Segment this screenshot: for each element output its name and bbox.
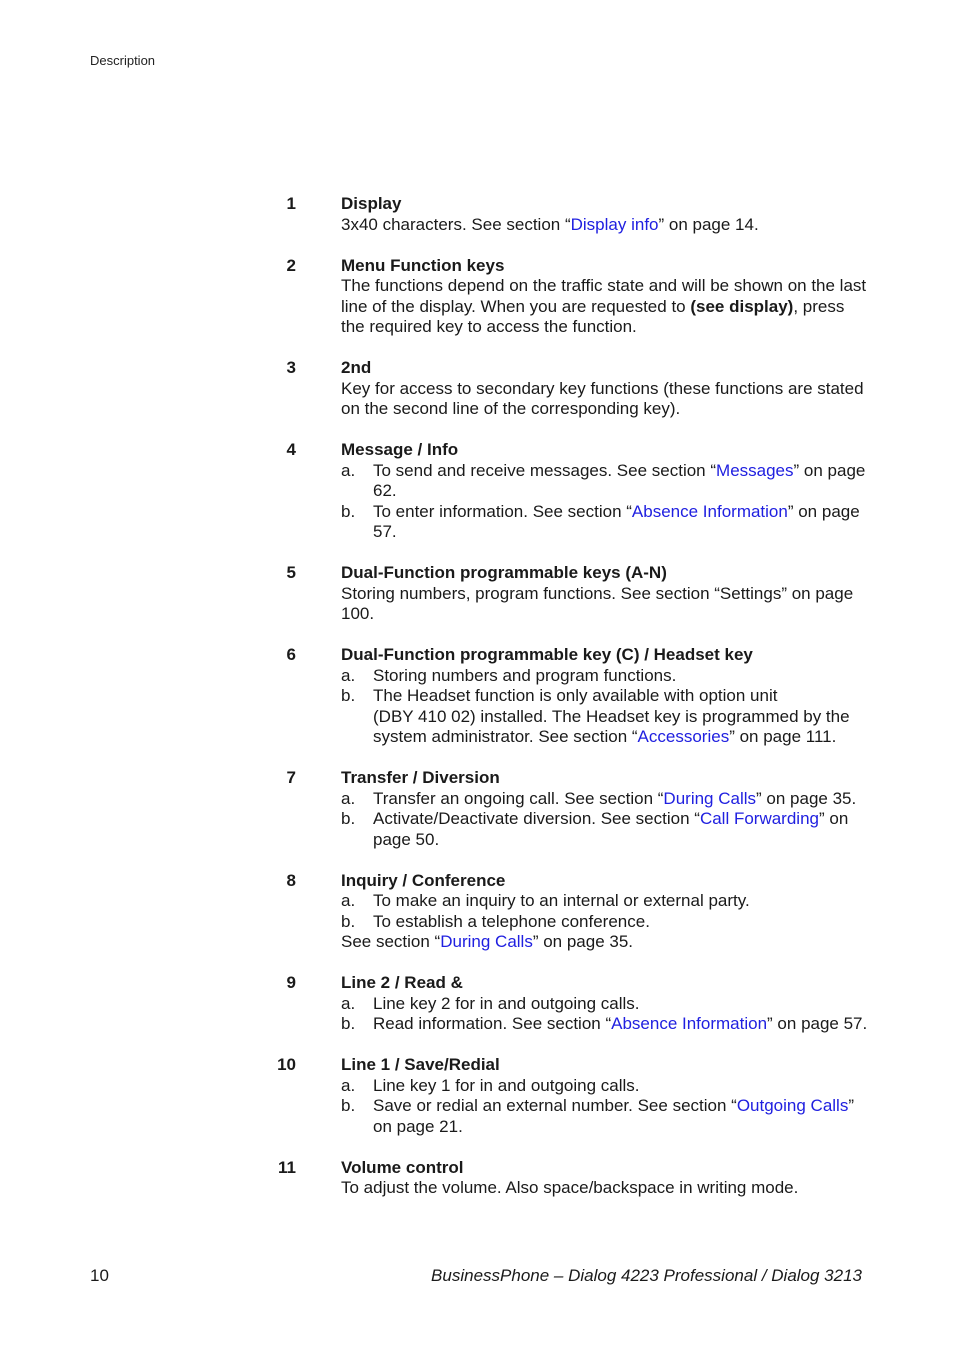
list-item [270,563,870,625]
item-text: To adjust the volume. Also space/backspace in writing mode. [341,1178,799,1197]
list-item [270,256,870,338]
list-item [270,645,870,748]
item-number: 8 [286,870,296,890]
list-item [270,768,870,850]
item-title: Display [341,194,402,213]
item-title: Inquiry / Conference [341,870,506,890]
item-text: The functions depend on the traffic state and will be shown on the last line of the display. When you are requested to (see display), press the required key to access the function. [341,276,867,336]
list-item [270,1055,870,1137]
sub-item-b: b. To establish a telephone conference. [341,911,650,931]
absence-information-link[interactable]: Absence Information [611,1014,768,1033]
footer-document-title: BusinessPhone – Dialog 4223 Professional / Dialog 3213 [431,1266,862,1285]
item-title: Line 1 / Save/Redial [341,1055,500,1074]
call-forwarding-link[interactable]: Call Forwarding [699,809,819,828]
item-number: 3 [286,358,296,377]
item-title: Dual-Function programmable keys (A-N) [341,563,667,582]
item-title: 2nd [341,358,372,377]
item-title: Message / Info [341,440,459,459]
sub-item-a: a. Line key 1 for in and outgoing calls. [341,1075,640,1095]
list-item [270,973,870,1035]
sub-item-a: a. To send and receive messages. See section “Messages” on page 62. [341,460,866,500]
sub-item-a: a. Storing numbers and program functions. [341,665,677,685]
key-description-list [270,194,870,1219]
item-title: Transfer / Diversion [341,768,500,787]
list-item [270,871,870,953]
list-item [270,194,870,235]
item-title: Volume control [341,1157,464,1177]
item-title: Dual-Function programmable key (C) / Headset key [341,645,753,664]
item-number: 9 [286,973,296,992]
item-title: Line 2 / Read & [341,973,463,992]
item-number: 11 [278,1157,296,1177]
item-number: 5 [286,563,296,582]
list-item [270,440,870,543]
item-title: Menu Function keys [341,255,505,275]
item-number: 10 [277,1055,296,1074]
sub-item-b: b. To enter information. See section “Absence Information” on page 57. [341,501,860,541]
sub-item-b: b. The Headset function is only available with option unit (DBY 410 02) installed. The Headset key is programmed by the system administrator. See section “Accessories” on page 111. [341,686,850,746]
item-number: 1 [286,194,296,213]
absence-information-link[interactable]: Absence Information [631,501,788,521]
sub-item-b: b. Read information. See section “Absence Information” on page 57. [341,1014,868,1033]
list-item [270,1158,870,1199]
item-number: 4 [286,440,296,459]
page-number: 10 [90,1266,109,1285]
sub-item-a: a. Transfer an ongoing call. See section “During Calls” on page 35. [341,788,857,808]
item-text: 3x40 characters. See section “Display info” on page 14. [341,214,759,234]
item-number: 2 [286,255,296,275]
during-calls-link[interactable]: During Calls [440,932,533,951]
accessories-link[interactable]: Accessories [637,727,730,746]
sub-item-a: a. To make an inquiry to an internal or external party. [341,891,750,910]
item-number: 7 [286,768,296,787]
running-header: Description [90,53,156,68]
item-text: Storing numbers, program functions. See section “Settings” on page 100. [341,583,854,623]
sub-item-b: b. Save or redial an external number. See section “Outgoing Calls” on page 21. [341,1096,855,1136]
list-item [270,358,870,420]
messages-link[interactable]: Messages [716,460,794,480]
sub-item-b: b. Activate/Deactivate diversion. See section “Call Forwarding” on page 50. [341,809,849,849]
item-number: 6 [286,645,296,664]
sub-item-a: a. Line key 2 for in and outgoing calls. [341,993,640,1013]
display-info-link[interactable]: Display info [570,214,659,234]
item-text: Key for access to secondary key functions (these functions are stated on the second line of the corresponding key). [341,378,864,418]
outgoing-calls-link[interactable]: Outgoing Calls [736,1096,849,1115]
during-calls-link[interactable]: During Calls [663,788,757,808]
item-text: See section “During Calls” on page 35. [341,932,634,951]
